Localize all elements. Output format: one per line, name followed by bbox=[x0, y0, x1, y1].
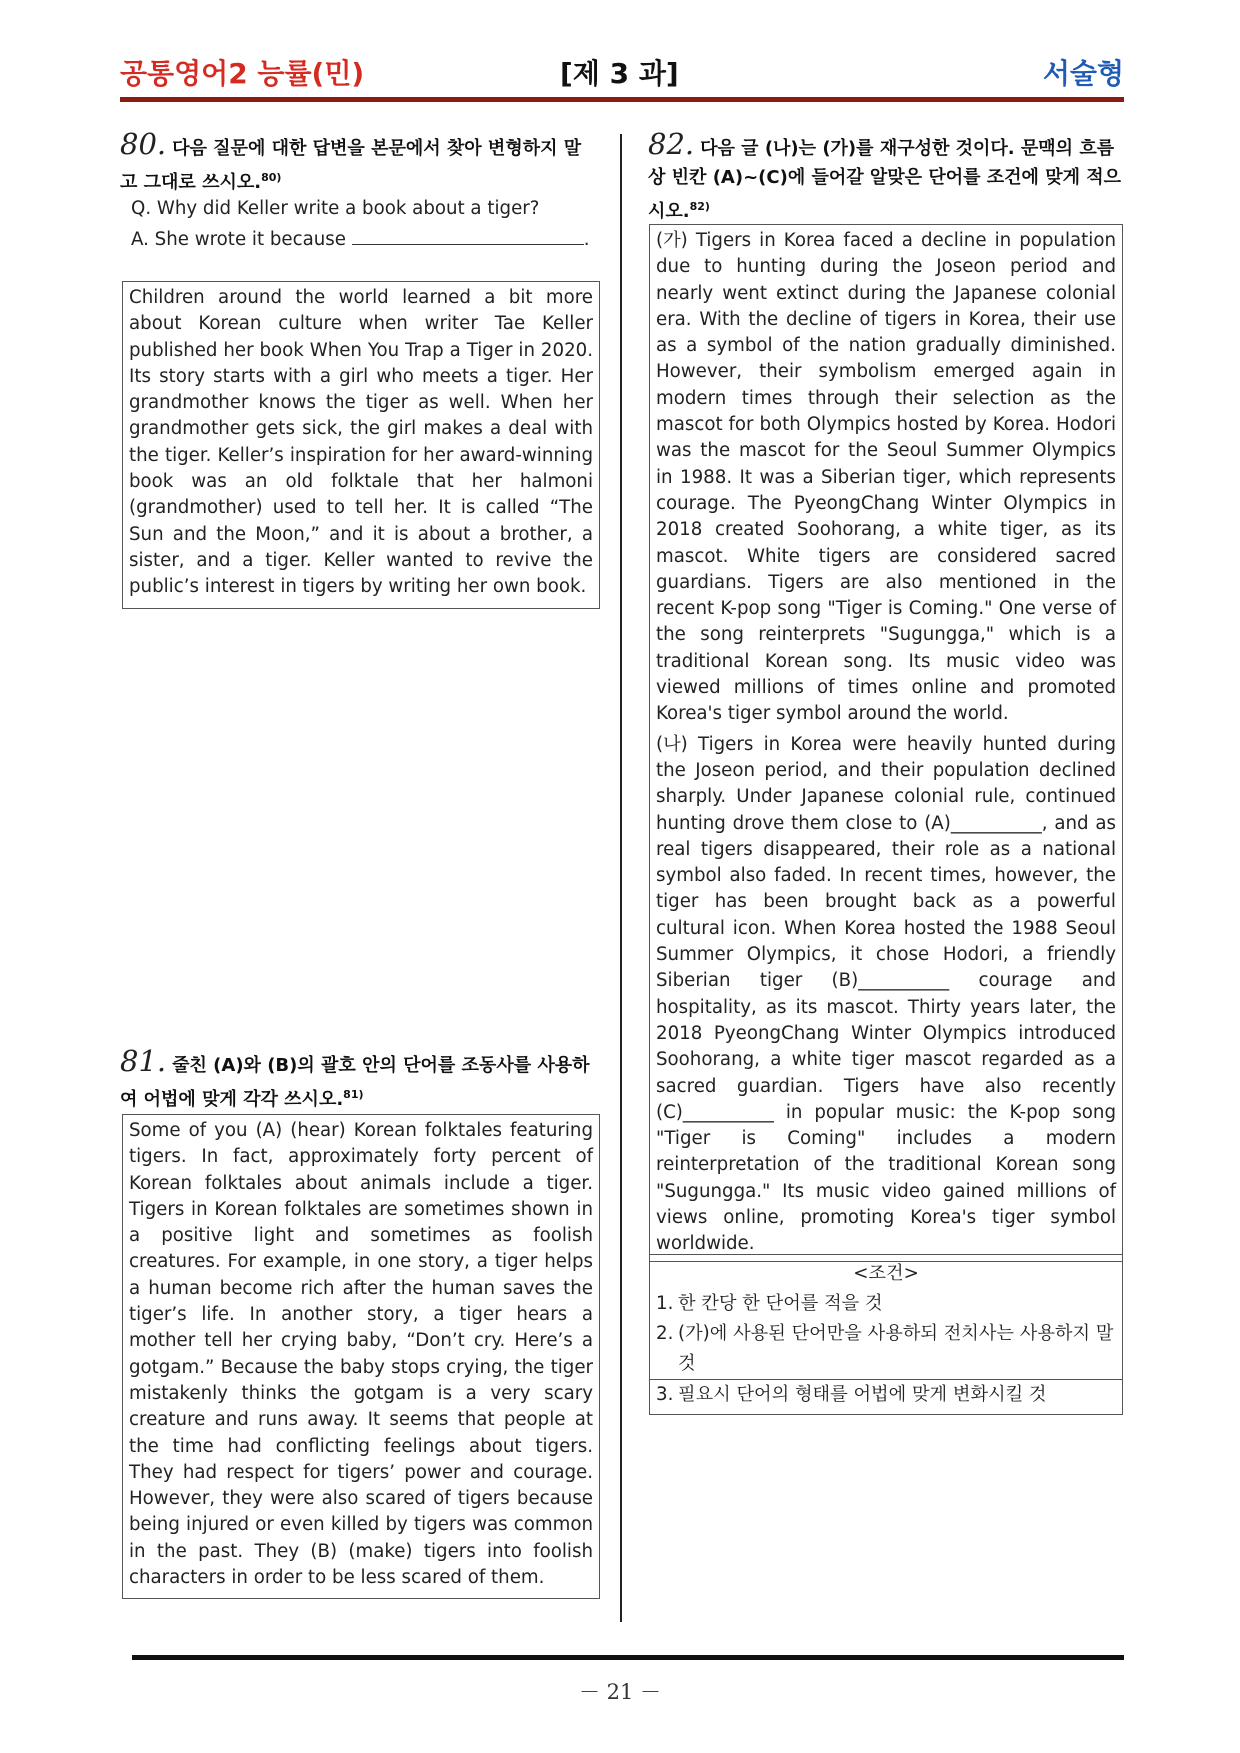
condition-text: 필요시 단어의 형태를 어법에 맞게 변화시킬 것 bbox=[678, 1384, 1047, 1405]
conditions-title: <조건> bbox=[853, 1263, 919, 1284]
q82-conditions-box bbox=[649, 1254, 1123, 1415]
q80-instruction: 다음 질문에 대한 답변을 본문에서 찾아 변형하지 말고 그대로 쓰시오. bbox=[120, 138, 582, 193]
q81-instruction: 줄친 (A)와 (B)의 괄호 안의 단어를 조동사를 사용하여 어법에 맞게 각각 쓰시오. bbox=[120, 1055, 590, 1110]
q81-heading bbox=[120, 1044, 596, 1114]
q80-number: 80. bbox=[120, 127, 167, 161]
condition-text: (가)에 사용된 단어만을 사용하되 전치사는 사용하지 말 것 bbox=[678, 1323, 1114, 1374]
condition-item bbox=[656, 1289, 1116, 1319]
q82-passage-ga: (가) Tigers in Korea faced a decline in population due to hunting during the Joseon period and nearly went extinct during the Japanese colonial era. With the decline of tigers in Korea, their use as a symbol of the nation gradually diminished. However, their symbolism emerged again in modern times through their selection as the mascot for both Olympics hosted by Korea. Hodori was the mascot for the Seoul Summer Olympics in 1988. It was a Siberian tiger, which represents courage. The PyeongChang Winter Olympics in 2018 created Soohorang, a white tiger, as its mascot. White tigers are considered sacred guardians. Tigers are also mentioned in the recent K-pop song "Tiger is Coming." One verse of the song reinterprets "Sugungga," which is a traditional Korean song. Its music video was viewed millions of times online and promoted Korea's tiger symbol around the world. bbox=[656, 230, 1116, 725]
q82-number: 82. bbox=[648, 127, 695, 161]
q80-question: Q. Why did Keller write a book about a tiger? bbox=[131, 198, 540, 219]
header-rule bbox=[120, 97, 1124, 102]
q80-passage-box bbox=[122, 281, 600, 609]
q82-ref: 82) bbox=[689, 200, 710, 213]
q80-answer-suffix: . bbox=[583, 229, 590, 250]
condition-number: 3. bbox=[656, 1384, 674, 1405]
lesson-title: [제 3 과] bbox=[560, 57, 679, 90]
condition-number: 2. bbox=[656, 1323, 674, 1344]
q80-heading bbox=[120, 127, 596, 197]
q82-passage-na: (나) Tigers in Korea were heavily hunted during the Joseon period, and their population declined sharply. Under Japanese colonial rule, continued hunting drove them close to (A)__________, and as real tigers disappeared, their role as a national symbol also faded. In recent times, however, the tiger has been brought back as a powerful cultural icon. When Korea hosted the 1988 Seoul Summer Olympics, it chose Hodori, a friendly Siberian tiger (B)__________ courage and hospitality, as its mascot. Thirty years later, the 2018 PyeongChang Winter Olympics introduced Soohorang, a white tiger mascot regarded as a sacred guardian. Tigers have also recently (C)__________ in popular music: the K-pop song "Tiger is Coming" includes a modern reinterpretation of the traditional Korean song "Sugungga." Its music video gained millions of views online, promoting Korea's tiger symbol worldwide. bbox=[656, 733, 1116, 1255]
q82-instruction: 다음 글 (나)는 (가)를 재구성한 것이다. 문맥의 흐름상 빈칸 (A)~(C)에 들어갈 알맞은 단어를 조건에 맞게 적으시오. bbox=[648, 138, 1122, 222]
q81-passage: Some of you (A) (hear) Korean folktales featuring tigers. In fact, approximately forty percent of Korean folktales about animals include a tiger. Tigers in Korean folktales are sometimes shown in a positive light and sometimes as foolish creatures. For example, in one story, a tiger helps a human become rich after the human saves the tiger’s life. In another story, a tiger hears a mother tell her crying baby, “Don’t cry. Here’s a gotgam.” Because the baby stops crying, the tiger mistakenly thinks the gotgam is a very scary creature and runs away. It seems that people at the time had conflicting feelings about tigers. They had respect for tigers’ power and courage. However, they were also scared of tigers because being injured or even killed by tigers was common in the past. They (B) (make) tigers into foolish characters in order to be less scared of them. bbox=[129, 1120, 593, 1589]
footer-rule bbox=[132, 1655, 1124, 1660]
column-divider bbox=[620, 134, 622, 1622]
q81-passage-box bbox=[122, 1114, 600, 1599]
question-type: 서술형 bbox=[1042, 57, 1124, 90]
q82-passage-box bbox=[649, 224, 1123, 1262]
q80-passage: Children around the world learned a bit more about Korean culture when writer Tae Keller published her book When You Trap a Tiger in 2020. Its story starts with a girl who meets a tiger. Her grandmother knows the tiger as well. When her grandmother gets sick, the girl makes a deal with the tiger. Keller’s inspiration for her award-winning book was an old folktale that her halmoni (grandmother) used to tell her. It is called “The Sun and the Moon,” and it is about a brother, a sister, and a tiger. Keller wanted to revive the public’s interest in tigers by writing her own book. bbox=[129, 287, 593, 598]
q80-answer-blank[interactable] bbox=[352, 226, 584, 245]
page-header bbox=[120, 52, 1124, 92]
condition-number: 1. bbox=[656, 1293, 674, 1314]
q81-number: 81. bbox=[120, 1044, 167, 1078]
condition-item bbox=[656, 1319, 1116, 1379]
q80-ref: 80) bbox=[261, 171, 282, 184]
condition-text: 한 칸당 한 단어를 적을 것 bbox=[678, 1293, 883, 1314]
q81-ref: 81) bbox=[343, 1088, 364, 1101]
condition-item bbox=[650, 1379, 1122, 1410]
q82-heading bbox=[648, 127, 1124, 226]
page-number: － 21 － bbox=[578, 1680, 662, 1704]
q80-answer-line bbox=[131, 226, 590, 250]
q80-answer-prefix: A. She wrote it because bbox=[131, 229, 346, 250]
subject-title: 공통영어2 능률(민) bbox=[120, 57, 365, 90]
